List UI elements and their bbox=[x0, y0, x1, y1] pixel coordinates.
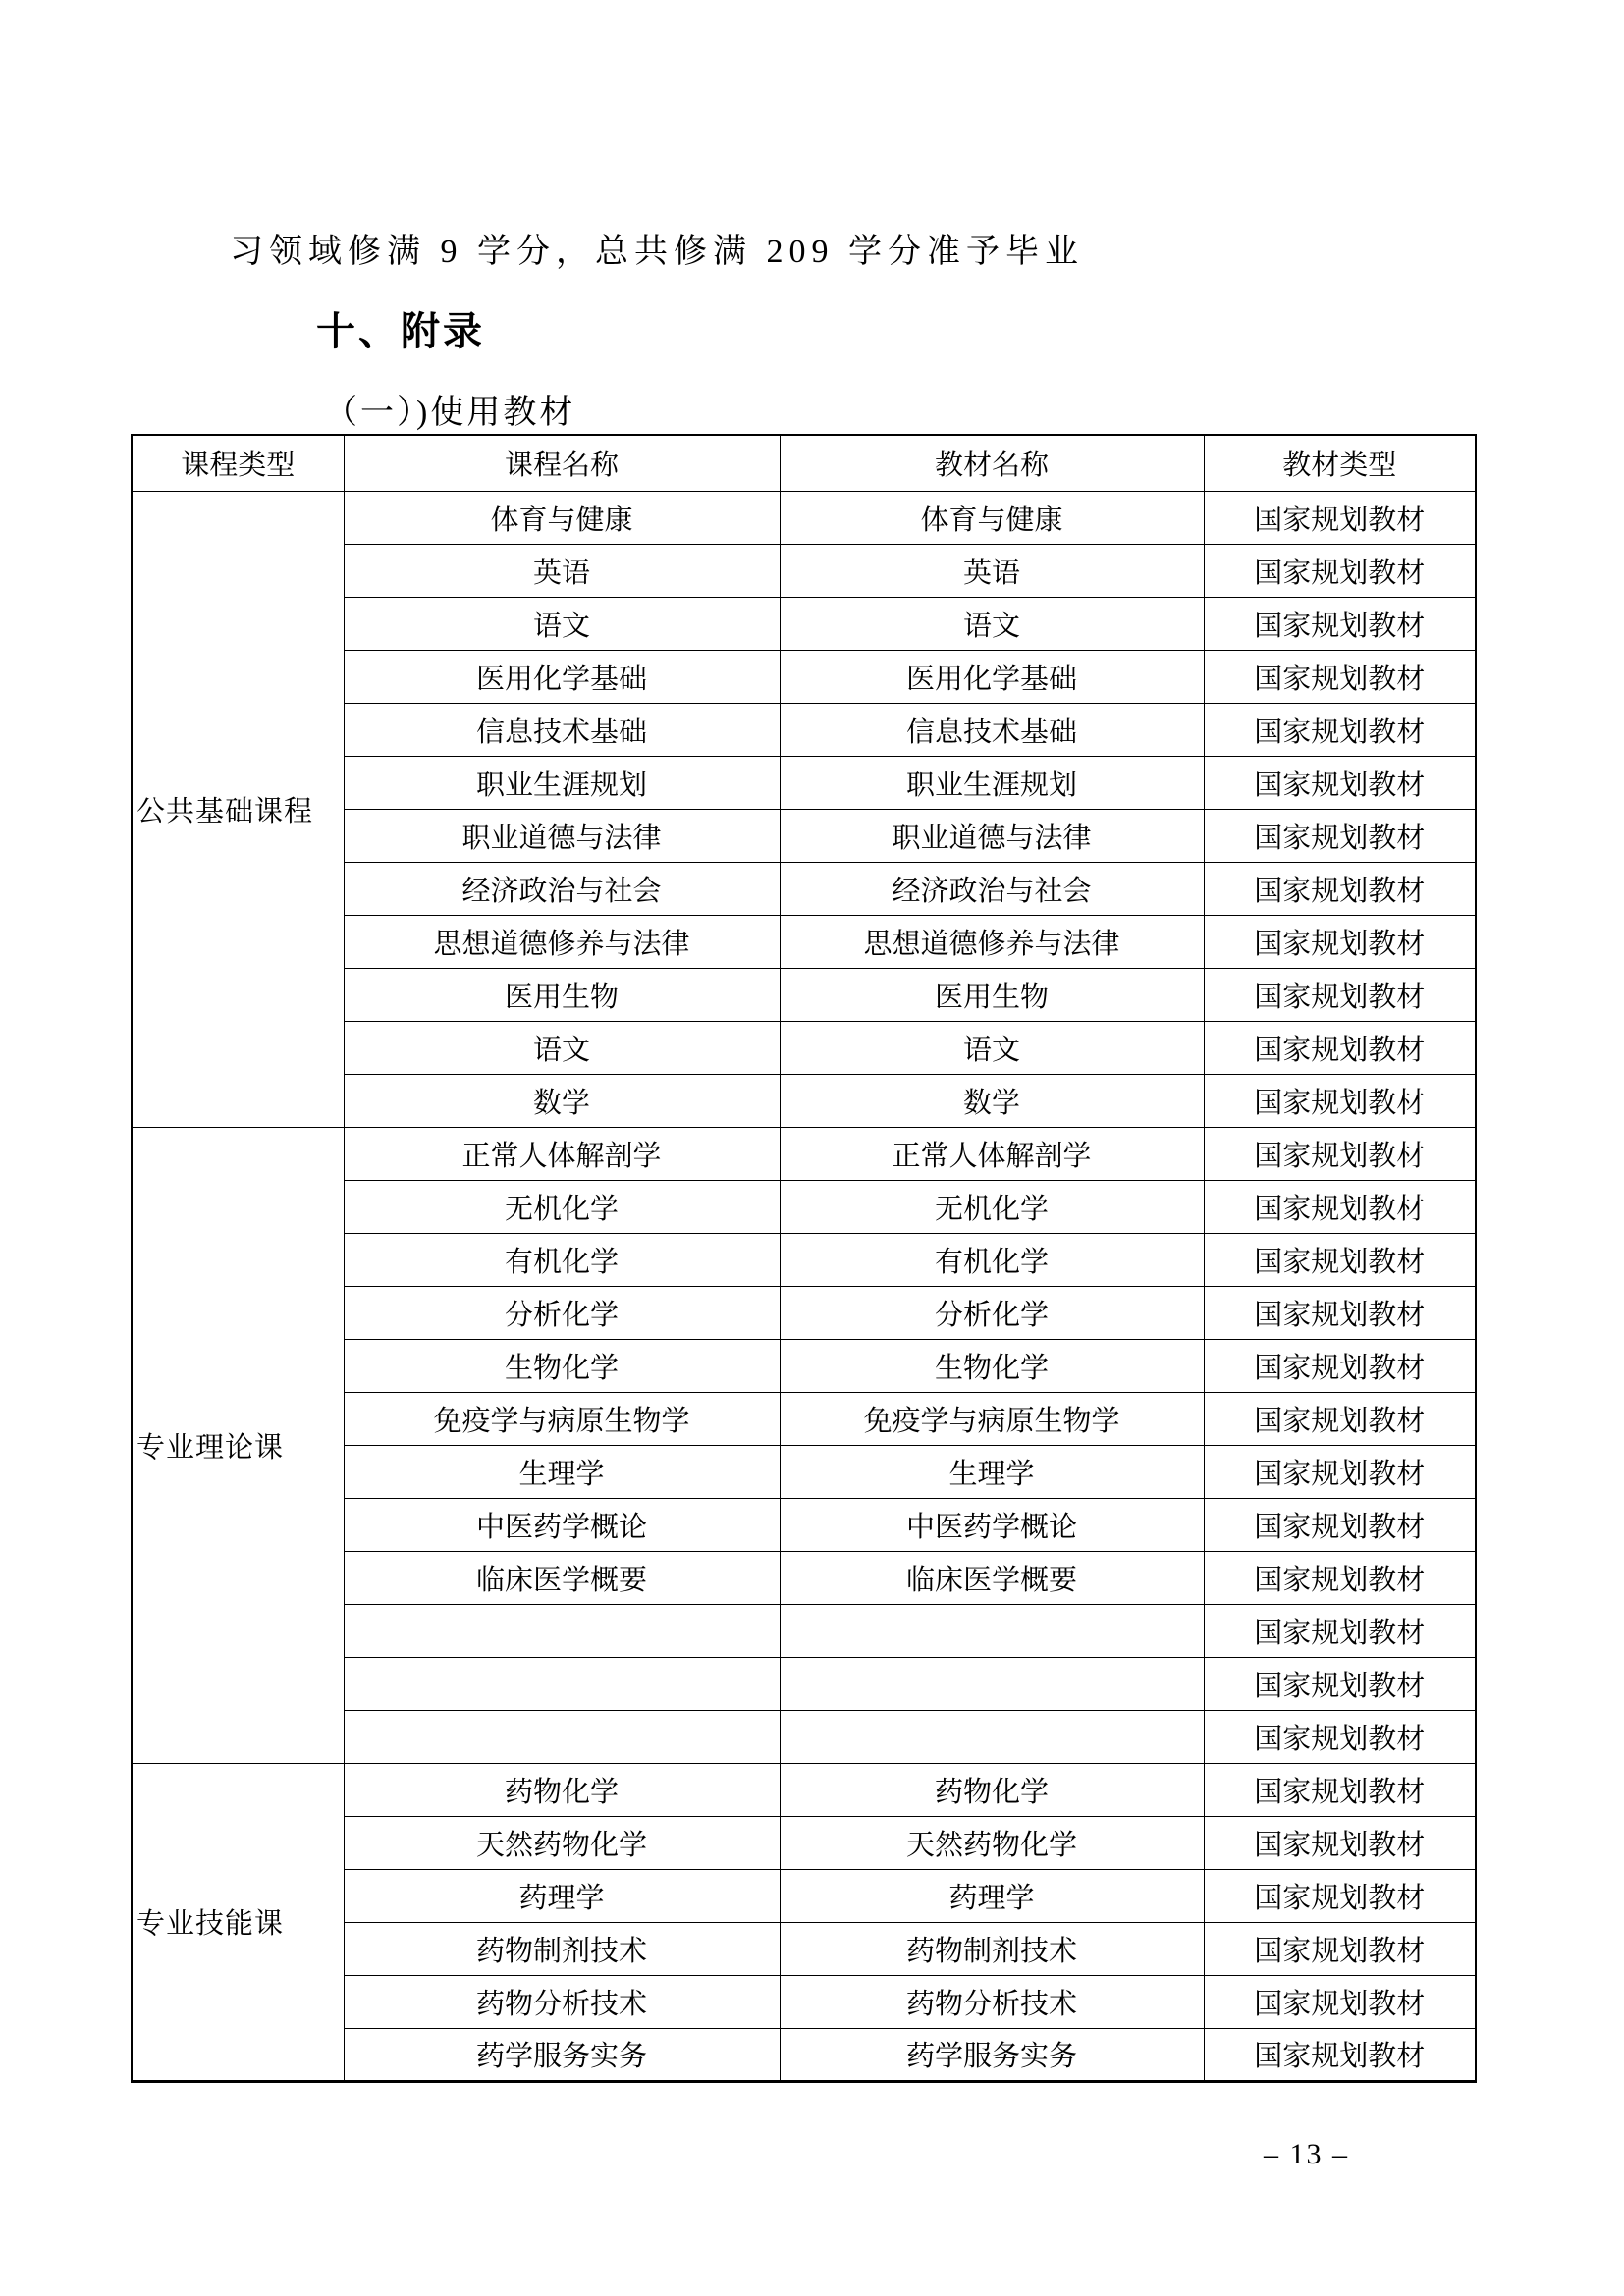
page-number: – 13 – bbox=[1264, 2138, 1349, 2170]
textbook-type-cell: 国家规划教材 bbox=[1204, 597, 1476, 650]
textbook-type-cell: 国家规划教材 bbox=[1204, 2028, 1476, 2081]
textbook-name-cell: 药物分析技术 bbox=[780, 1975, 1204, 2028]
course-name-cell: 体育与健康 bbox=[344, 491, 780, 544]
course-category-cell: 专业技能课 bbox=[132, 1763, 344, 2081]
textbook-type-cell: 国家规划教材 bbox=[1204, 1710, 1476, 1763]
course-name-cell: 医用化学基础 bbox=[344, 650, 780, 703]
textbook-name-cell: 无机化学 bbox=[780, 1180, 1204, 1233]
course-name-cell: 天然药物化学 bbox=[344, 1816, 780, 1869]
table-row bbox=[132, 1127, 1476, 1180]
table-header-row bbox=[132, 435, 1476, 491]
course-name-cell bbox=[344, 1604, 780, 1657]
course-name-cell bbox=[344, 1657, 780, 1710]
course-name-cell: 思想道德修养与法律 bbox=[344, 915, 780, 968]
textbook-type-cell: 国家规划教材 bbox=[1204, 1233, 1476, 1286]
course-name-cell: 医用生物 bbox=[344, 968, 780, 1021]
section-heading: 十、附录 bbox=[316, 310, 485, 353]
course-name-cell: 职业道德与法律 bbox=[344, 809, 780, 862]
course-name-cell: 临床医学概要 bbox=[344, 1551, 780, 1604]
table-body bbox=[132, 491, 1476, 2081]
table-row bbox=[132, 1763, 1476, 1816]
textbook-type-cell: 国家规划教材 bbox=[1204, 1763, 1476, 1816]
textbook-name-cell: 医用化学基础 bbox=[780, 650, 1204, 703]
textbook-type-cell: 国家规划教材 bbox=[1204, 1869, 1476, 1922]
course-name-cell: 经济政治与社会 bbox=[344, 862, 780, 915]
course-name-cell: 生理学 bbox=[344, 1445, 780, 1498]
textbook-name-cell: 药物化学 bbox=[780, 1763, 1204, 1816]
textbook-type-cell: 国家规划教材 bbox=[1204, 1021, 1476, 1074]
course-name-cell: 语文 bbox=[344, 597, 780, 650]
textbook-type-cell: 国家规划教材 bbox=[1204, 1445, 1476, 1498]
textbook-name-cell: 中医药学概论 bbox=[780, 1498, 1204, 1551]
textbook-type-cell: 国家规划教材 bbox=[1204, 650, 1476, 703]
textbook-type-cell: 国家规划教材 bbox=[1204, 544, 1476, 597]
course-name-cell: 无机化学 bbox=[344, 1180, 780, 1233]
course-name-cell: 药理学 bbox=[344, 1869, 780, 1922]
course-name-cell: 药物制剂技术 bbox=[344, 1922, 780, 1975]
textbook-table bbox=[131, 434, 1477, 2083]
table-row bbox=[132, 491, 1476, 544]
course-category-cell: 专业理论课 bbox=[132, 1127, 344, 1763]
intro-text: 习领域修满 9 学分，总共修满 209 学分准予毕业 bbox=[230, 234, 1084, 270]
textbook-type-cell: 国家规划教材 bbox=[1204, 1074, 1476, 1127]
textbook-type-cell: 国家规划教材 bbox=[1204, 1816, 1476, 1869]
textbook-name-cell: 经济政治与社会 bbox=[780, 862, 1204, 915]
textbook-name-cell: 生理学 bbox=[780, 1445, 1204, 1498]
textbook-type-cell: 国家规划教材 bbox=[1204, 1127, 1476, 1180]
course-name-cell: 正常人体解剖学 bbox=[344, 1127, 780, 1180]
textbook-type-cell: 国家规划教材 bbox=[1204, 809, 1476, 862]
header-course-type: 课程类型 bbox=[132, 435, 344, 491]
textbook-type-cell: 国家规划教材 bbox=[1204, 862, 1476, 915]
textbook-type-cell: 国家规划教材 bbox=[1204, 1922, 1476, 1975]
textbook-name-cell: 信息技术基础 bbox=[780, 703, 1204, 756]
textbook-name-cell: 职业道德与法律 bbox=[780, 809, 1204, 862]
textbook-name-cell: 天然药物化学 bbox=[780, 1816, 1204, 1869]
textbook-name-cell: 药理学 bbox=[780, 1869, 1204, 1922]
textbook-type-cell: 国家规划教材 bbox=[1204, 1551, 1476, 1604]
course-name-cell: 药物化学 bbox=[344, 1763, 780, 1816]
textbook-type-cell: 国家规划教材 bbox=[1204, 1180, 1476, 1233]
course-name-cell: 药学服务实务 bbox=[344, 2028, 780, 2081]
textbook-name-cell: 体育与健康 bbox=[780, 491, 1204, 544]
textbook-name-cell: 职业生涯规划 bbox=[780, 756, 1204, 809]
textbook-name-cell: 医用生物 bbox=[780, 968, 1204, 1021]
header-textbook-type: 教材类型 bbox=[1204, 435, 1476, 491]
textbook-type-cell: 国家规划教材 bbox=[1204, 1392, 1476, 1445]
course-category-cell: 公共基础课程 bbox=[132, 491, 344, 1127]
textbook-name-cell: 语文 bbox=[780, 1021, 1204, 1074]
textbook-name-cell: 正常人体解剖学 bbox=[780, 1127, 1204, 1180]
textbook-type-cell: 国家规划教材 bbox=[1204, 1339, 1476, 1392]
subsection-heading: （一）)使用教材 bbox=[324, 395, 576, 431]
textbook-type-cell: 国家规划教材 bbox=[1204, 1975, 1476, 2028]
course-name-cell: 免疫学与病原生物学 bbox=[344, 1392, 780, 1445]
textbook-name-cell: 药物制剂技术 bbox=[780, 1922, 1204, 1975]
course-name-cell: 生物化学 bbox=[344, 1339, 780, 1392]
textbook-type-cell: 国家规划教材 bbox=[1204, 1604, 1476, 1657]
textbook-name-cell: 生物化学 bbox=[780, 1339, 1204, 1392]
textbook-type-cell: 国家规划教材 bbox=[1204, 703, 1476, 756]
textbook-name-cell bbox=[780, 1657, 1204, 1710]
course-name-cell: 有机化学 bbox=[344, 1233, 780, 1286]
course-name-cell: 数学 bbox=[344, 1074, 780, 1127]
textbook-type-cell: 国家规划教材 bbox=[1204, 756, 1476, 809]
textbook-name-cell bbox=[780, 1710, 1204, 1763]
textbook-name-cell: 思想道德修养与法律 bbox=[780, 915, 1204, 968]
textbook-name-cell: 临床医学概要 bbox=[780, 1551, 1204, 1604]
course-name-cell: 职业生涯规划 bbox=[344, 756, 780, 809]
textbook-type-cell: 国家规划教材 bbox=[1204, 915, 1476, 968]
textbook-name-cell: 分析化学 bbox=[780, 1286, 1204, 1339]
textbook-name-cell: 药学服务实务 bbox=[780, 2028, 1204, 2081]
textbook-name-cell: 免疫学与病原生物学 bbox=[780, 1392, 1204, 1445]
textbook-type-cell: 国家规划教材 bbox=[1204, 1498, 1476, 1551]
header-textbook-name: 教材名称 bbox=[780, 435, 1204, 491]
textbook-type-cell: 国家规划教材 bbox=[1204, 1286, 1476, 1339]
textbook-name-cell: 有机化学 bbox=[780, 1233, 1204, 1286]
course-name-cell: 信息技术基础 bbox=[344, 703, 780, 756]
course-name-cell: 中医药学概论 bbox=[344, 1498, 780, 1551]
course-name-cell bbox=[344, 1710, 780, 1763]
course-name-cell: 英语 bbox=[344, 544, 780, 597]
textbook-type-cell: 国家规划教材 bbox=[1204, 968, 1476, 1021]
textbook-name-cell: 数学 bbox=[780, 1074, 1204, 1127]
course-name-cell: 分析化学 bbox=[344, 1286, 780, 1339]
course-name-cell: 药物分析技术 bbox=[344, 1975, 780, 2028]
textbook-name-cell: 语文 bbox=[780, 597, 1204, 650]
textbook-type-cell: 国家规划教材 bbox=[1204, 491, 1476, 544]
course-name-cell: 语文 bbox=[344, 1021, 780, 1074]
header-course-name: 课程名称 bbox=[344, 435, 780, 491]
textbook-name-cell bbox=[780, 1604, 1204, 1657]
textbook-type-cell: 国家规划教材 bbox=[1204, 1657, 1476, 1710]
textbook-name-cell: 英语 bbox=[780, 544, 1204, 597]
